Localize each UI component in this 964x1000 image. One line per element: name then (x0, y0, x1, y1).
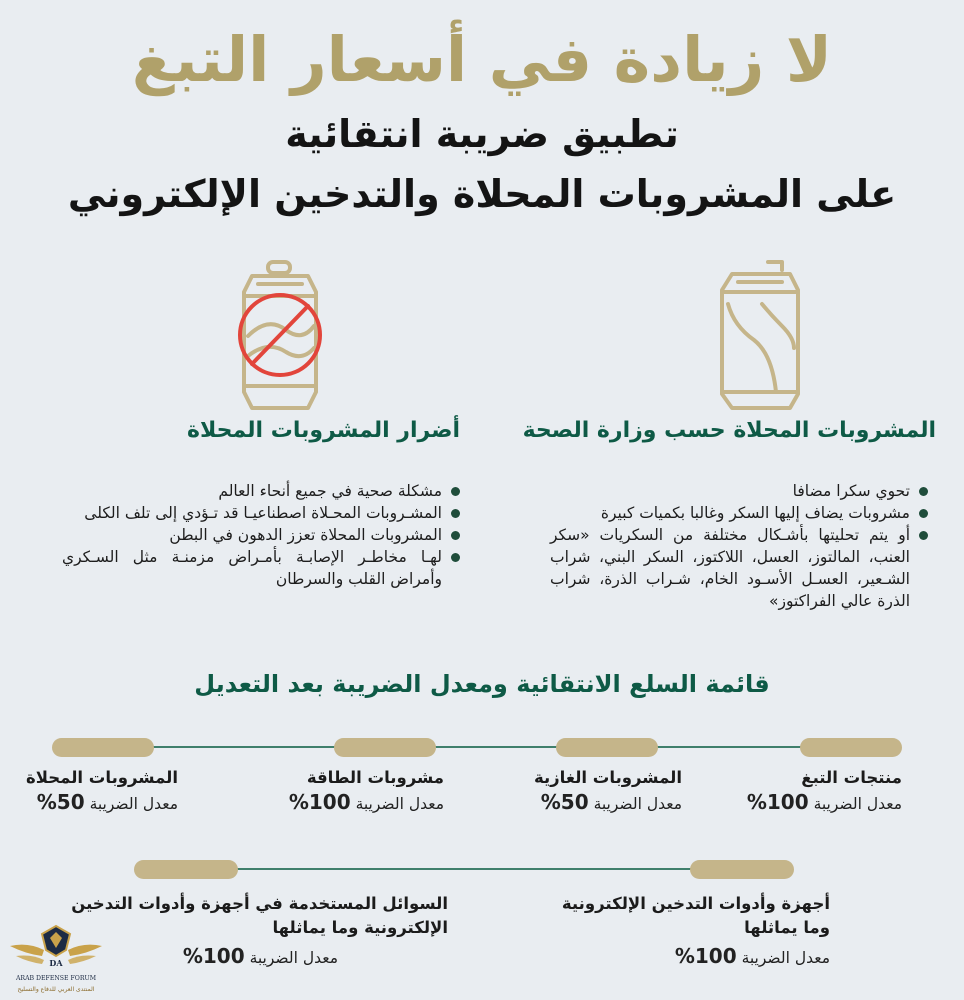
item-name: منتجات التبغ (801, 768, 902, 787)
rate-value: 100% (674, 944, 737, 968)
item-e-smoking-liquids (58, 892, 448, 968)
timeline-marker (52, 738, 154, 757)
sweetened-drinks-heading: المشروبات المحلاة حسب وزارة الصحة (522, 418, 936, 443)
list-item: المشـروبات المحـلاة اصطناعيـا قد تـؤدي إلى تلف الكلى (62, 502, 462, 524)
list-item: أو يتم تحليتها بأشـكال مختلفة من السكريات «سكر العنب، المالتوز، العسل، اللاكتوز، السكر البني، شراب الشـعير، العسـل الأسـود الخام، شـراب الذرة، شراب الذرة عالي الفراكتوز» (550, 524, 930, 612)
item-name: المشروبات الغازية (533, 768, 682, 787)
subtitle-line-2: على المشروبات المحلاة والتدخين الإلكتروني (67, 172, 897, 216)
item-energy-drinks (244, 766, 444, 814)
sweetened-drinks-list (550, 480, 930, 612)
rate-label: معدل الضريبة (593, 795, 682, 813)
subtitle-line-1: تطبيق ضريبة انتقائية (285, 112, 679, 156)
logo-text-ar: المنتدى العربي للدفاع والتسليح (17, 986, 95, 993)
timeline-line-row1 (60, 746, 900, 748)
rate-value: 100% (746, 790, 809, 814)
soda-can-icon (710, 256, 810, 416)
rate-value: 100% (288, 790, 351, 814)
rate-value: 50% (540, 790, 589, 814)
rate-label: معدل الضريبة (741, 949, 830, 967)
svg-text:DA: DA (49, 958, 63, 968)
item-name: المشروبات المحلاة (25, 768, 178, 787)
logo-text-en: ARAB DEFENSE FORUM (15, 975, 97, 982)
item-sweetened-drinks (8, 766, 178, 814)
rate-label: معدل الضريبة (249, 949, 338, 967)
arab-defense-forum-eagle-logo (6, 920, 106, 998)
timeline-marker (690, 860, 794, 879)
rate-label: معدل الضريبة (813, 795, 902, 813)
list-item: مشروبات يضاف إليها السكر وغالبا بكميات كبيرة (550, 502, 930, 524)
page-title: لا زيادة في أسعار التبغ (131, 23, 833, 96)
rate-value: 50% (36, 790, 85, 814)
rate-label: معدل الضريبة (355, 795, 444, 813)
rate-value: 100% (182, 944, 245, 968)
timeline-marker (556, 738, 658, 757)
item-e-smoking-devices (530, 892, 830, 968)
item-name: أجهزة وأدوات التدخين الإلكترونية وما يماثلها (561, 894, 830, 937)
list-item: المشروبات المحلاة تعزز الدهون في البطن (62, 524, 462, 546)
no-soda-can-icon (228, 256, 332, 416)
drinks-harms-heading: أضرار المشروبات المحلاة (186, 418, 460, 443)
list-item: مشكلة صحية في جميع أنحاء العالم (62, 480, 462, 502)
item-name: مشروبات الطاقة (306, 768, 444, 787)
drinks-harms-list (62, 480, 462, 590)
timeline-marker (334, 738, 436, 757)
list-item: تحوي سكرا مضافا (550, 480, 930, 502)
item-name: السوائل المستخدمة في أجهزة وأدوات التدخين الإلكترونية وما يماثلها (71, 894, 448, 937)
item-soft-drinks (482, 766, 682, 814)
list-item: لهـا مخاطـر الإصابـة بأمـراض مزمنـة مثل السـكري وأمراض القلب والسرطان (62, 546, 462, 590)
timeline-marker (134, 860, 238, 879)
selective-goods-title: قائمة السلع الانتقائية ومعدل الضريبة بعد التعديل (194, 670, 770, 698)
item-tobacco (702, 766, 902, 814)
rate-label: معدل الضريبة (89, 795, 178, 813)
timeline-marker (800, 738, 902, 757)
